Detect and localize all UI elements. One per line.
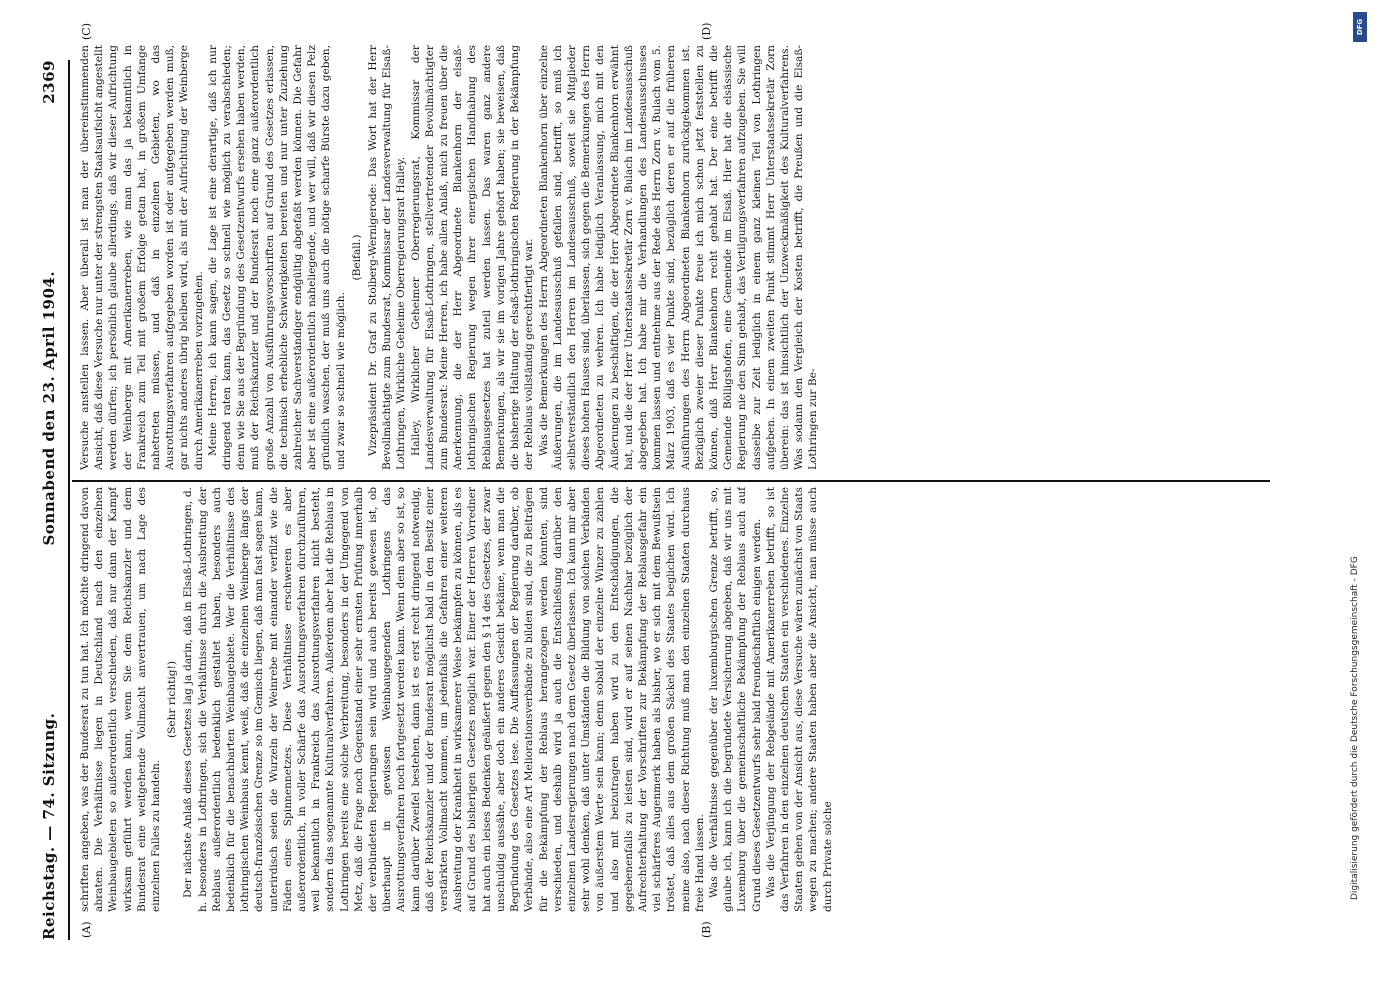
paragraph: Was die Bemerkungen des Herrn Abgeordneten Blankenhorn über einzelne Äußerungen, die im Landesausschuß gefallen sind, betrifft, so muß ich selbstverständlich den Herren im Landesausschuß, soweit sie Mitglieder dieses hohen Hauses sind, überlassen, sich gegen die Bemerkungen des Herrn Abgeordneten zu wehren. Ich habe lediglich Veranlassung, mich mit den Äußerungen zu beschäftigen, die der Herr Abgeordnete Blankenhorn erwähnt hat, und die der Herr Unterstaatssekretär Zorn v. Bulach im Landesausschuß abgegeben hat. Ich habe mir die Verhandlungen des Landesausschusses kommen lassen und entnehme aus der Rede des Herrn Zorn v. Bulach vom 5. März 1903, daß es vier Punkte sind, bezüglich deren er auf die früheren Ausführungen des Herrn Abgeordneten Blankenhorn zurückgekommen ist. Bezüglich zweier dieser Punkte freue ich mich schon jetzt feststellen zu können, daß Herr Blankenhorn recht gehabt hat. Der eine betrifft die Gemeinde Bölligshofen, eine Gemeinde im Elsaß. Hier hat die elsässische Regierung nie den Sinn gehabt, das Vertilgungsverfahren aufzugeben. Sie will dasselbe zur Zeit lediglich in einem ganz kleinen Teil von Lothringen aufgeben. In einem zweiten Punkt stimmt Herr Unterstaatssekretär Zorn überein: das ist hinsichtlich der Unzweckmäßigkeit des Kulturalverfahrens. Was sodann den Vergleich der Kosten betrifft, die Preußen und die Elsaß-Lothringen zur Be- xyxy=(537,45,820,470)
paragraph: Versuche anstellen lassen. Aber überall ist man der übereinstimmenden Ansicht, daß diese Versuche nur unter der strengsten Staatsaufsicht angestellt werden dürfen; ich persönlich glaube allerdings, daß wir dieser Aufrichtung der Weinberge mit Amerikanerreben, wie man das ja bekanntlich in Frankreich zum Teil mit großem Erfolge getan hat, in großem Umfange nahetreten müssen, und daß in einzelnen Gebieten, wo das Ausrottungsverfahren aufgegeben worden ist oder aufgegeben werden muß, gar nichts anderes übrig bleiben wird, als mit der Aufrichtung der Weinberge durch Amerikanerreben vorzugehen. xyxy=(79,45,205,470)
column-divider xyxy=(72,480,1270,482)
header-rule xyxy=(68,60,70,940)
paragraph: schriften angeben, was der Bundesrat zu tun hat. Ich möchte dringend davon abraten. Die Verhältnisse liegen in Deutschland nach den einzelnen Weinbaugebieten so außerordentlich verschieden, daß nur dann der Kampf wirksam geführt werden kann, wenn Sie dem Reichskanzler und dem Bundesrat eine weitgehende Vollmacht anvertrauen, um nach Lage des einzelnen Falles zu handeln. xyxy=(79,487,163,912)
interjection: (Beifall.) xyxy=(350,234,363,281)
dfg-logo: DFG xyxy=(1353,12,1367,42)
paragraph: Halley, Wirklicher Geheimer Oberregierungsrat, Kommissar der Landesverwaltung für Elsaß-Lothringen, stellvertretender Bevollmächtigter zum Bundesrat: Meine Herren, ich habe allen Anlaß, mich zu freuen über die Anerkennung, die der Herr Abgeordnete Blankenhorn der elsaß-lothringischen Regierung wegen ihrer energischen Handhabung des Reblausgesetzes hat zuteil werden lassen. Das waren ganz andere Bemerkungen, als wir sie im vorigen Jahre gehört haben; sie beweisen, daß die bisherige Haltung der elsaß-lothringischen Regierung in der Bekämpfung der Reblaus vollständig gerechtfertigt war. xyxy=(409,45,536,470)
page-number: 2369 xyxy=(40,60,58,104)
paragraph: Meine Herren, ich kann sagen, die Lage ist eine derartige, daß ich nur dringend raten kann, das Gesetz so schnell wie möglich zu verabschieden; denn wie Sie aus der Begründung des Gesetzentwurfs ersehen haben werden, muß der Reichskanzler und der Bundesrat noch eine ganz außerordentlich große Anzahl von Ausführungsvorschriften auf Grund des Gesetzes erlassen, die technisch erhebliche Schwierigkeiten bereiten und nur unter Zuziehung zahlreicher Sachverständiger endgültig abgefaßt werden können. Die Gefahr aber ist eine außerordentlich naheliegende, und wer will, daß wir diesen Pelz gründlich waschen, der muß uns auch die nötige scharfe Bürste dazu geben, und zwar so schnell wie möglich. xyxy=(206,45,347,470)
margin-marker-b: (B) xyxy=(700,921,713,938)
left-column xyxy=(78,487,1270,912)
page-header xyxy=(40,60,64,940)
paragraph: Was die Verhältnisse gegenüber der luxemburgischen Grenze betrifft, so, glaube ich, kann ich die begründete Versicherung abgeben, daß wir uns mit Luxemburg über die gemeinschaftliche Bekämpfung der Reblaus auch auf Grund dieses Gesetzentwurfs sehr bald freundschaftlich einigen werden. xyxy=(707,487,763,912)
digitization-note: Digitalisierung gefördert durch die Deutsche Forschungsgemeinschaft - DFG xyxy=(1350,556,1360,900)
margin-marker-a: (A) xyxy=(80,921,93,938)
right-column xyxy=(78,45,1270,470)
header-left: Reichstag. — 74. Sitzung. xyxy=(40,712,58,940)
paragraph: Der nächste Anlaß dieses Gesetzes lag ja darin, daß in Elsaß-Lothringen, d. h. besonders in Lothringen, sich die Verhältnisse durch die Ausbreitung der Reblaus außerordentlich bedenklich gestaltet haben, besonders auch bedenklich für die benachbarten Weinbaugebiete. Wer die Verhältnisse des lothringischen Weinbaus kennt, weiß, daß die einzelnen Weinberge längs der deutsch-französischen Grenze so im Gemisch liegen, daß man fast sagen kann, unterirdisch seien die Wurzeln der Weinrebe mit einander verfilzt wie die Fäden eines Spinnennetzes. Diese Verhältnisse erschweren es aber außerordentlich, in voller Schärfe das Ausrottungsverfahren durchzuführen, weil bekanntlich in Frankreich das Ausrottungsverfahren nicht besteht, sondern das sogenannte Kulturalverfahren. Außerdem aber hat die Reblaus in Lothringen bereits eine solche Verbreitung, besonders in der Umgegend von Metz, daß die Frage noch Gegenstand einer sehr ernsten Prüfung innerhalb der verbündeten Regierungen sein wird und auch bereits gewesen ist, ob überhaupt in gewissen Weinbaugegenden Lothringens das Ausrottungsverfahren noch fortgesetzt werden kann. Wenn dem aber so ist, so kann darüber Zweifel bestehen, dann ist es erst recht dringend notwendig, daß der Reichskanzler und der Bundesrat möglichst bald in den Besitz einer verstärkten Vollmacht kommen, um jedenfalls die Gefahren einer weiteren Ausbreitung der Krankheit in wirksamerer Weise bekämpfen zu können, als es auf Grund des bisherigen Gesetzes möglich war. Einer der Herren Vorredner hat auch ein leises Bedenken geäußert gegen den § 14 des Gesetzes, der zwar unschuldig aussähe, aber doch ein anderes Gesicht bekäme, wenn man die Begründung des Gesetzes lese. Die Auffassungen der Regierung darüber, ob Verbände, also eine Art Meliorationsverbände zu bilden sind, die zu Beiträgen für die Bekämpfung der Reblaus herangezogen werden könnten, sind verschieden, und deshalb wird ja auch die Entschließung darüber den einzelnen Landesregierungen nach dem Gesetz überlassen. Ich kann mir aber sehr wohl denken, daß unter Umständen die Bildung von solchen Verbänden von äußerstem Werte sein kann; denn sobald der einzelne Winzer zu zahlen und also mit beizutragen haben wird zu den Entschädigungen, die gegebenenfalls zu leisten sind, wird er auf seinen Nachbar bezüglich der Aufrechterhaltung der Vorschriften zur Bekämpfung der Reblausgefahr ein viel schärferes Augenmerk haben als bisher, wo er sich mit dem Bewußtsein tröstet, daß alles aus dem großen Säckel des Staates beglichen wird. Ich meine also, nach dieser Richtung muß man den einzelnen Staaten durchaus freie Hand lassen. xyxy=(182,487,706,912)
paragraph: Vizepräsident Dr. Graf zu Stolberg-Wernigerode: Das Wort hat der Herr Bevollmächtigte zum Bundesrat, Kommissar der Landesverwaltung für Elsaß-Lothringen, Wirkliche Geheime Oberregierungsrat Halley. xyxy=(367,45,408,470)
margin-marker-c: (C) xyxy=(80,23,93,40)
margin-marker-d: (D) xyxy=(700,22,713,40)
paragraph: Was die Verjüngung der Rebgelände mit Amerikanerreben betrifft, so ist das Verfahren in den einzelnen deutschen Staaten ein verschiedenes. Einzelne Staaten gehen von der Ansicht aus, diese Versuche wären zunächst von Staats wegen zu machen; andere Staaten haben aber die Ansicht, man müsse auch durch Private solche xyxy=(764,487,834,912)
interjection: (Sehr richtig!) xyxy=(166,661,179,738)
header-center: Sonnabend den 23. April 1904. xyxy=(40,270,58,546)
